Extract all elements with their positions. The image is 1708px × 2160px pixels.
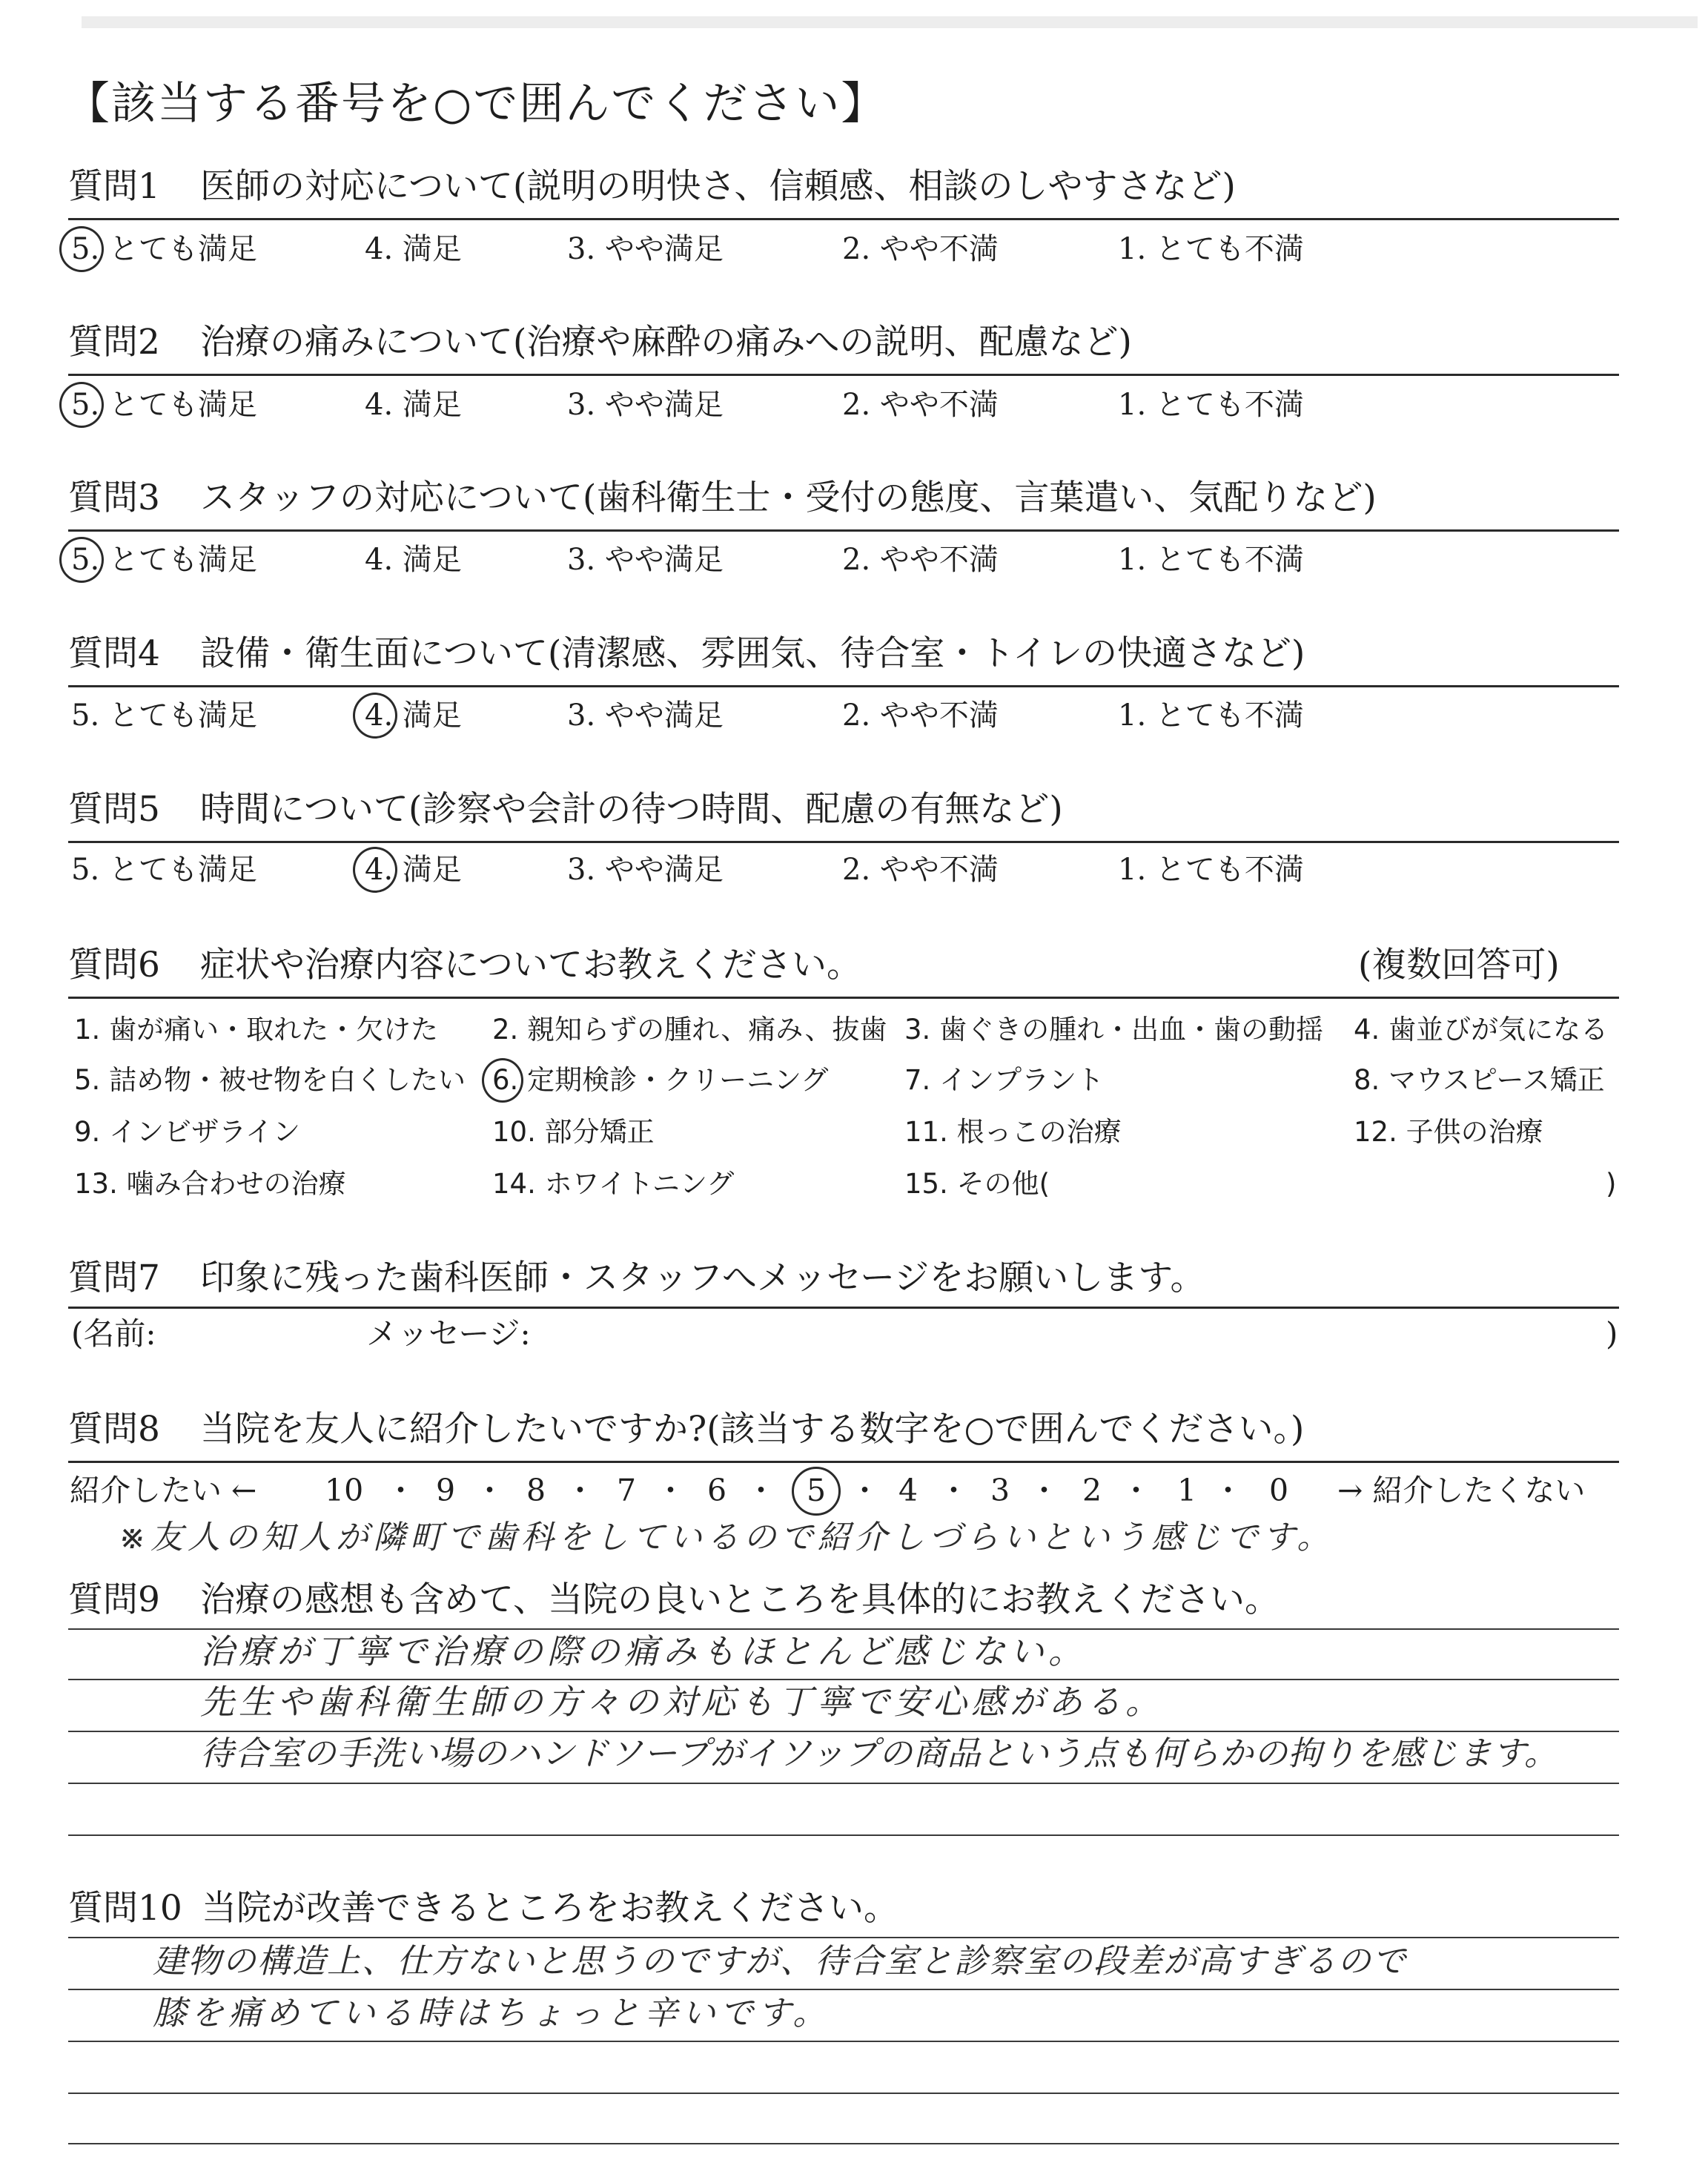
question-10 (68, 1888, 898, 1929)
q10-answer-line-5 (68, 2143, 1619, 2144)
q5-option-1[interactable]: 1. とても不満 (1118, 853, 1304, 887)
q6-item-14[interactable]: 14. ホワイトニング (492, 1168, 735, 1200)
question-7-number: 質問7 (68, 1258, 160, 1298)
q6-item-13[interactable]: 13. 噛み合わせの治療 (74, 1168, 346, 1200)
question-9-number: 質問9 (68, 1579, 160, 1620)
scan-edge (82, 16, 1698, 28)
q9-answer-line-4 (68, 1783, 1619, 1784)
q4-option-2[interactable]: 2. やや不満 (842, 698, 999, 733)
q8-selected-circle (792, 1467, 841, 1516)
q8-dot: ・ (565, 1473, 595, 1508)
question-2-text: 治療の痛みについて(治療や麻酔の痛みへの説明、配慮など) (200, 322, 1132, 363)
question-3 (68, 478, 1377, 518)
question-4-rule (68, 685, 1619, 687)
question-3-rule (68, 529, 1619, 532)
q8-scale-10[interactable]: 10 (325, 1473, 364, 1508)
question-2-number: 質問2 (68, 322, 160, 363)
q6-item-12[interactable]: 12. 子供の治療 (1354, 1116, 1543, 1148)
q8-scale-4[interactable]: 4 (898, 1473, 918, 1508)
q5-option-4[interactable]: 4. 満足 (365, 853, 462, 887)
q6-item-7[interactable]: 7. インプラント (904, 1064, 1105, 1096)
q4-option-1[interactable]: 1. とても不満 (1118, 698, 1304, 733)
q8-dot: ・ (1213, 1473, 1243, 1508)
question-2 (68, 322, 1132, 363)
q8-dot: ・ (474, 1473, 505, 1508)
q8-dot: ・ (1029, 1473, 1059, 1508)
q6-item-1[interactable]: 1. 歯が痛い・取れた・欠けた (74, 1014, 439, 1046)
question-1-number: 質問1 (68, 166, 160, 207)
question-10-text: 当院が改善できるところをお教えください。 (202, 1888, 898, 1929)
q8-scale-6[interactable]: 6 (707, 1473, 727, 1508)
question-5-text: 時間について(診察や会計の待つ時間、配慮の有無など) (200, 789, 1063, 830)
q5-option-5[interactable]: 5. とても満足 (71, 853, 257, 887)
question-5-number: 質問5 (68, 789, 160, 830)
q2-option-2[interactable]: 2. やや不満 (842, 388, 999, 422)
question-9-text: 治療の感想も含めて、当院の良いところを具体的にお教えください。 (200, 1579, 1280, 1620)
q9-answer-line-3 (68, 1731, 1619, 1732)
question-6-text: 症状や治療内容についてお教えください。 (200, 945, 862, 985)
q6-item-2[interactable]: 2. 親知らずの腫れ、痛み、抜歯 (492, 1014, 887, 1046)
q1-option-5[interactable]: 5. とても満足 (71, 232, 257, 266)
q6-item-15-close: ) (1606, 1168, 1617, 1200)
q8-left-label: 紹介したい ← (70, 1473, 257, 1508)
q8-handwritten-note: ※友人の知人が隣町で歯科をしているので紹介しづらいという感じです。 (119, 1519, 1334, 1556)
q8-scale-9[interactable]: 9 (436, 1473, 456, 1508)
question-1-rule (68, 218, 1619, 220)
question-8 (68, 1409, 1305, 1450)
q8-scale-2[interactable]: 2 (1082, 1473, 1102, 1508)
q9-answer-text-3: 待合室の手洗い場のハンドソープがイソップの商品という点も何らかの拘りを感じます。 (200, 1734, 1558, 1773)
q7-close-paren: ) (1606, 1315, 1618, 1352)
q9-answer-line-5 (68, 1834, 1619, 1836)
q8-scale-8[interactable]: 8 (526, 1473, 546, 1508)
question-1-text: 医師の対応について(説明の明快さ、信頼感、相談のしやすさなど) (200, 166, 1236, 207)
q6-item-10[interactable]: 10. 部分矯正 (492, 1116, 655, 1148)
question-3-text: スタッフの対応について(歯科衛生士・受付の態度、言葉遣い、気配りなど) (200, 478, 1377, 518)
q3-option-4[interactable]: 4. 満足 (365, 543, 462, 577)
q1-selected-circle (59, 226, 104, 272)
q6-item-6[interactable]: 6. 定期検診・クリーニング (492, 1064, 829, 1096)
q1-option-3[interactable]: 3. やや満足 (567, 232, 724, 266)
q8-scale-5[interactable]: 5 (807, 1473, 827, 1508)
question-7 (68, 1258, 1205, 1298)
q8-dot: ・ (746, 1473, 776, 1508)
q4-option-5[interactable]: 5. とても満足 (71, 698, 257, 733)
q4-selected-circle (353, 693, 397, 739)
q9-answer-text-2: 先生や歯科衛生師の方々の対応も丁寧で安心感がある。 (200, 1682, 1164, 1722)
q4-option-4[interactable]: 4. 満足 (365, 698, 462, 733)
q8-dot: ・ (850, 1473, 880, 1508)
q5-option-2[interactable]: 2. やや不満 (842, 853, 999, 887)
q9-answer-line-1 (68, 1628, 1619, 1630)
q10-answer-line-2 (68, 1989, 1619, 1990)
q8-scale-0[interactable]: 0 (1269, 1473, 1289, 1508)
q2-option-4[interactable]: 4. 満足 (365, 388, 462, 422)
question-10-number: 質問10 (68, 1888, 182, 1929)
q3-selected-circle (59, 537, 104, 583)
q8-dot: ・ (655, 1473, 686, 1508)
question-8-number: 質問8 (68, 1409, 160, 1450)
q6-item-11[interactable]: 11. 根っこの治療 (904, 1116, 1122, 1148)
q8-scale-7[interactable]: 7 (617, 1473, 637, 1508)
q2-option-5[interactable]: 5. とても満足 (71, 388, 257, 422)
q10-answer-line-3 (68, 2041, 1619, 2042)
question-8-rule (68, 1461, 1619, 1463)
q8-right-label: → 紹介したくない (1337, 1473, 1586, 1508)
question-7-text: 印象に残った歯科医師・スタッフへメッセージをお願いします。 (200, 1258, 1205, 1298)
question-1 (68, 166, 1236, 207)
q3-option-1[interactable]: 1. とても不満 (1118, 543, 1304, 577)
question-5 (68, 789, 1063, 830)
question-2-rule (68, 374, 1619, 376)
question-6-rule (68, 997, 1619, 999)
q2-option-1[interactable]: 1. とても不満 (1118, 388, 1304, 422)
form-title: 【該当する番号を○で囲んでください】 (65, 78, 887, 130)
q1-option-2[interactable]: 2. やや不満 (842, 232, 999, 266)
q9-answer-text-1: 治療が丁寧で治療の際の痛みもほとんど感じない。 (200, 1631, 1087, 1671)
q3-option-5[interactable]: 5. とても満足 (71, 543, 257, 577)
q6-selected-circle (482, 1058, 523, 1103)
q4-option-3[interactable]: 3. やや満足 (567, 698, 724, 733)
question-6-note: (複数回答可) (1358, 945, 1560, 985)
question-6 (68, 945, 862, 985)
q6-item-8[interactable]: 8. マウスピース矯正 (1354, 1064, 1605, 1096)
question-4-number: 質問4 (68, 633, 160, 674)
q6-item-15[interactable]: 15. その他( (904, 1168, 1050, 1200)
q8-dot: ・ (939, 1473, 969, 1508)
q2-option-3[interactable]: 3. やや満足 (567, 388, 724, 422)
q2-selected-circle (59, 382, 104, 428)
q3-option-3[interactable]: 3. やや満足 (567, 543, 724, 577)
question-3-number: 質問3 (68, 478, 160, 518)
q8-scale-1[interactable]: 1 (1177, 1473, 1197, 1508)
q7-message-label: メッセージ: (366, 1315, 531, 1352)
q7-name-label: (名前: (71, 1315, 156, 1352)
question-7-rule (68, 1307, 1619, 1309)
question-6-number: 質問6 (68, 945, 160, 985)
question-4 (68, 633, 1305, 674)
q3-option-2[interactable]: 2. やや不満 (842, 543, 999, 577)
q10-answer-text-2: 膝を痛めている時はちょっと辛いです。 (153, 1993, 831, 2032)
question-4-text: 設備・衛生面について(清潔感、雰囲気、待合室・トイレの快適さなど) (200, 633, 1305, 674)
q1-option-1[interactable]: 1. とても不満 (1118, 232, 1304, 266)
q9-answer-line-2 (68, 1679, 1619, 1680)
q10-answer-line-4 (68, 2093, 1619, 2094)
q10-answer-line-1 (68, 1937, 1619, 1938)
question-8-text: 当院を友人に紹介したいですか?(該当する数字を○で囲んでください。) (200, 1409, 1305, 1450)
question-9 (68, 1579, 1280, 1620)
q5-selected-circle (353, 847, 397, 893)
q5-option-3[interactable]: 3. やや満足 (567, 853, 724, 887)
q8-scale-3[interactable]: 3 (990, 1473, 1010, 1508)
q6-item-4[interactable]: 4. 歯並びが気になる (1354, 1014, 1609, 1046)
question-5-rule (68, 841, 1619, 843)
q8-dot: ・ (385, 1473, 416, 1508)
q10-answer-text-1: 建物の構造上、仕方ないと思うのですが、待合室と診察室の段差が高すぎるので (153, 1941, 1408, 1981)
q1-option-4[interactable]: 4. 満足 (365, 232, 462, 266)
q8-dot: ・ (1121, 1473, 1151, 1508)
q6-item-5[interactable]: 5. 詰め物・被せ物を白くしたい (74, 1064, 466, 1096)
q6-item-3[interactable]: 3. 歯ぐきの腫れ・出血・歯の動揺 (904, 1014, 1324, 1046)
q6-item-9[interactable]: 9. インビザライン (74, 1116, 300, 1148)
